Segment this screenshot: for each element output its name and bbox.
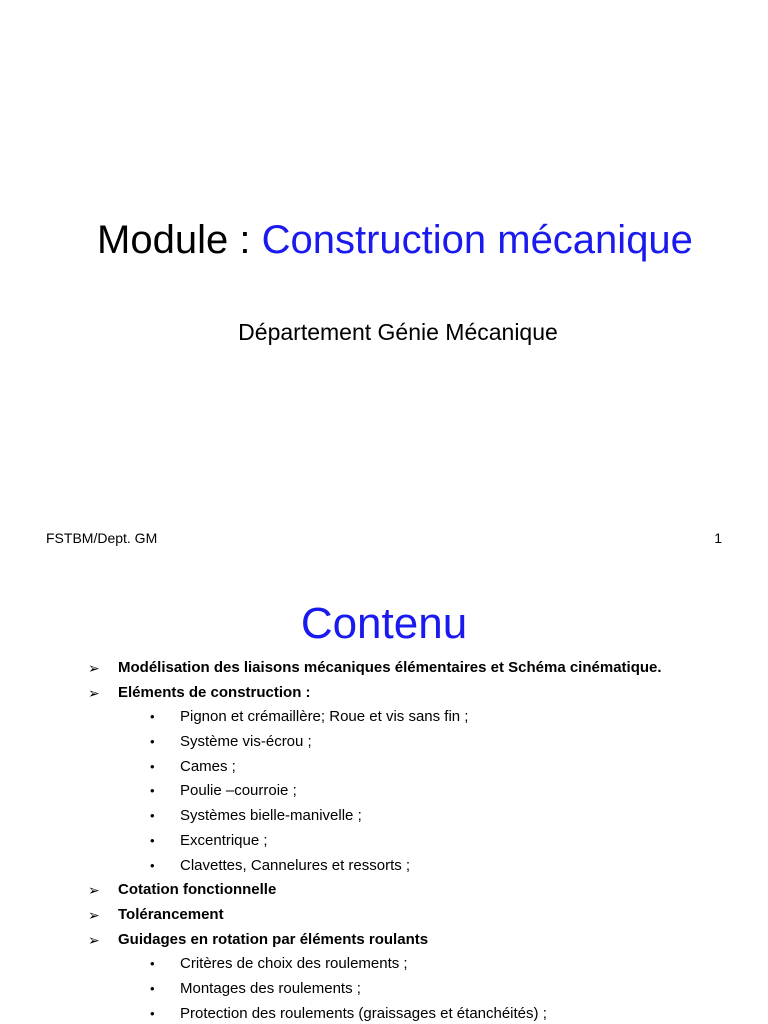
list-item [0,656,768,681]
contents-list [0,656,768,1024]
contents-slide [0,560,768,1024]
arrow-bullet-icon: ➢ [88,882,100,899]
list-item-text: Excentrique ; [180,831,268,849]
list-item-text: Protection des roulements (graissages et étanchéités) ; [180,1004,547,1022]
dot-bullet-icon: • [150,709,155,725]
list-item-text: Cotation fonctionnelle [118,881,277,899]
list-item [0,681,768,706]
list-item-text: Montages des roulements ; [180,979,361,997]
dot-bullet-icon: • [150,1005,155,1021]
arrow-bullet-icon: ➢ [88,906,100,923]
dot-bullet-icon: • [150,808,155,824]
list-item-text: Système vis-écrou ; [180,733,312,751]
title-accent: Construction mécanique [261,218,693,262]
dot-bullet-icon: • [150,857,155,873]
dot-bullet-icon: • [150,734,155,750]
list-item-text: Guidages en rotation par éléments roulants [118,930,429,948]
arrow-bullet-icon: ➢ [88,660,100,676]
list-item [0,730,768,755]
list-item [0,854,768,879]
dot-bullet-icon: • [150,783,155,799]
slide-subtitle: Département Génie Mécanique [238,319,558,345]
list-item-text: Modélisation des liaisons mécaniques élémentaires et Schéma cinématique. [118,659,662,676]
title-prefix: Module : [97,218,262,262]
list-item-text: Eléments de construction : [118,683,311,701]
list-item [0,878,768,903]
slide-title [0,216,768,264]
dot-bullet-icon: • [150,956,155,972]
list-item [0,928,768,953]
list-item [0,952,768,977]
list-item [0,977,768,1002]
contents-title: Contenu [300,599,468,648]
list-item [0,903,768,928]
dot-bullet-icon: • [150,980,155,996]
list-item-text: Pignon et crémaillère; Roue et vis sans fin ; [180,708,469,726]
list-item-text: Systèmes bielle-manivelle ; [180,807,362,825]
footer-label: FSTBM/Dept. GM [46,530,158,546]
list-item [0,755,768,780]
list-item [0,705,768,730]
list-item-text: Tolérancement [118,905,224,923]
dot-bullet-icon: • [150,832,155,848]
list-item [0,829,768,854]
page-number: 1 [714,530,722,546]
list-item [0,804,768,829]
list-item [0,779,768,804]
list-item-text: Cames ; [180,757,236,775]
arrow-bullet-icon: ➢ [88,684,100,701]
list-item-text: Poulie –courroie ; [180,782,297,800]
dot-bullet-icon: • [150,758,155,774]
list-item [0,1002,768,1024]
list-item-text: Critères de choix des roulements ; [180,955,408,973]
list-item-text: Clavettes, Cannelures et ressorts ; [180,856,411,874]
arrow-bullet-icon: ➢ [88,931,100,948]
